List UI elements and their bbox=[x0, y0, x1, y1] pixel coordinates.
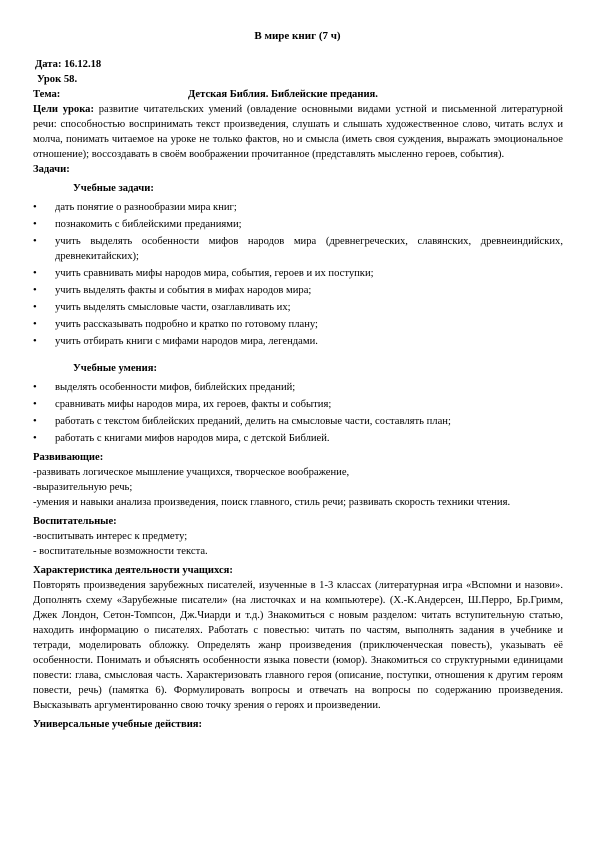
lesson-goals bbox=[33, 102, 563, 162]
learning-tasks-heading: Учебные задачи: bbox=[73, 183, 154, 194]
educational-item: -воспитывать интерес к предмету; bbox=[33, 531, 188, 542]
universal-actions-heading: Универсальные учебные действия: bbox=[33, 719, 203, 730]
goals-label: Цели урока: bbox=[33, 104, 94, 115]
bullet-icon: • bbox=[33, 219, 37, 230]
educational-heading: Воспитательные: bbox=[33, 516, 117, 527]
bullet-icon: • bbox=[33, 416, 37, 427]
developing-item: -выразительную речь; bbox=[33, 482, 133, 493]
list-item: • учить выделять факты и события в мифах народов мира; bbox=[33, 285, 312, 296]
document-body bbox=[33, 57, 563, 732]
learning-tasks-list bbox=[33, 200, 563, 349]
bullet-icon: • bbox=[33, 202, 37, 213]
bullet-icon: • bbox=[33, 302, 37, 313]
skills-heading: Учебные умения: bbox=[73, 363, 158, 374]
bullet-icon: • bbox=[33, 285, 37, 296]
goals-text: развитие читательских умений (овладение основными видами устной и письменной литературной речи: способностью воспринимать текст произведения, слушать и слышать художественное слово, читать вслух и молча, понимать читаемое на уроке не только фактов, но и смысла (иметь своя суждения, выражать эмоциональное отношение); воссоздавать в своём воображении прочитанное (представлять мысленно героев, события). bbox=[33, 104, 563, 160]
list-item: • учить выделять особенности мифов народов мира (древнегреческих, славянских, древнеиндийских, древнекитайских); bbox=[33, 236, 563, 262]
bullet-icon: • bbox=[33, 236, 37, 247]
developing-item: -умения и навыки анализа произведения, поиск главного, стиль речи; развивать скорость техники чтения. bbox=[33, 497, 511, 508]
bullet-icon: • bbox=[33, 319, 37, 330]
lesson-number: Урок 58. bbox=[37, 74, 78, 85]
list-item: • учить выделять смысловые части, озаглавливать их; bbox=[33, 302, 291, 313]
skills-list bbox=[33, 380, 563, 446]
list-item: • дать понятие о разнообразии мира книг; bbox=[33, 202, 237, 213]
list-item: • учить рассказывать подробно и кратко по готовому плану; bbox=[33, 319, 318, 330]
page-title: В мире книг (7 ч) bbox=[254, 30, 341, 42]
tasks-heading: Задачи: bbox=[33, 164, 70, 175]
topic-value: Детская Библия. Библейские предания. bbox=[188, 89, 378, 100]
bullet-icon: • bbox=[33, 336, 37, 347]
bullet-icon: • bbox=[33, 399, 37, 410]
developing-item: -развивать логическое мышление учащихся, творческое воображение, bbox=[33, 467, 350, 478]
bullet-icon: • bbox=[33, 268, 37, 279]
developing-heading: Развивающие: bbox=[33, 452, 104, 463]
lesson-date: Дата: 16.12.18 bbox=[35, 59, 102, 70]
list-item: • выделять особенности мифов, библейских преданий; bbox=[33, 382, 296, 393]
list-item: • работать с книгами мифов народов мира, с детской Библией. bbox=[33, 433, 330, 444]
educational-item: - воспитательные возможности текста. bbox=[33, 546, 208, 557]
list-item: • учить отбирать книги с мифами народов мира, легендами. bbox=[33, 336, 318, 347]
characteristic-heading: Характеристика деятельности учащихся: bbox=[33, 565, 233, 576]
bullet-icon: • bbox=[33, 433, 37, 444]
list-item: • познакомить с библейскими преданиями; bbox=[33, 219, 242, 230]
spacer bbox=[33, 351, 563, 357]
list-item: • сравнивать мифы народов мира, их героев, факты и события; bbox=[33, 399, 332, 410]
bullet-icon: • bbox=[33, 382, 37, 393]
topic-label: Тема: bbox=[33, 89, 61, 100]
topic-row bbox=[33, 87, 563, 102]
list-item: • работать с текстом библейских преданий, делить на смысловые части, составлять план; bbox=[33, 416, 451, 427]
list-item: • учить сравнивать мифы народов мира, события, героев и их поступки; bbox=[33, 268, 374, 279]
characteristic-text: Повторять произведения зарубежных писателей, изученные в 1-3 классах (литературная игра «Вспомни и назови». Дополнять схему «Зарубежные писатели» (на листочках и на компьютере). (Х.-К.Андерсен, Ш.Перро, Бр.Гримм, Джек Лондон, Сетон-Томпсон, Дж.Чиарди и т.д.) Знакомиться с новым разделом: читать вступительную статью, находить информацию о писателях. Работать с повестью: читать по частям, выполнять задания в учебнике и тетради, моделировать обложку. Определять жанр произведения (приключенческая повесть), указывать её особенности. Понимать и объяснять особенности языка повести (юмор). Знакомиться со структурными единицами повести: глава, смысловая часть. Характеризовать главного героя (описание, поступки, отношения к другим героям повести, речь) (памятка 6). Формулировать вопросы и отвечать на вопросы по содержанию произведения. Высказывать аргументированно свою точку зрения о героях и произведении. bbox=[33, 580, 563, 711]
